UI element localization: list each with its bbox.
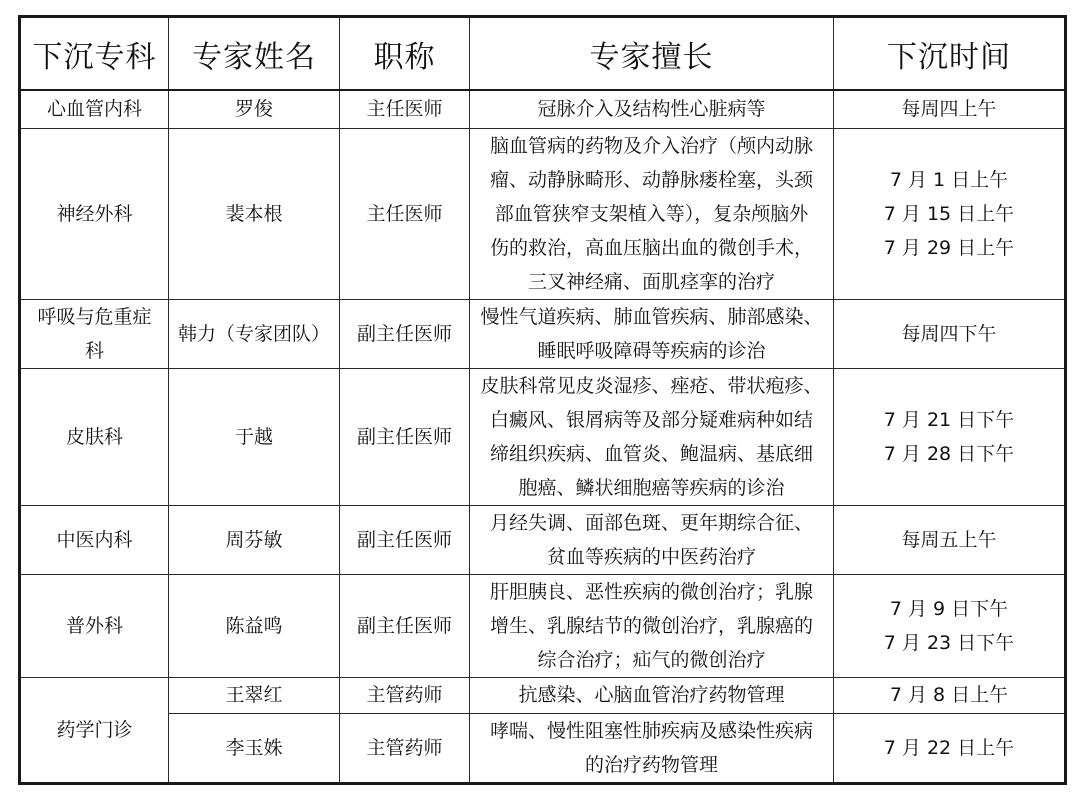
department-text: 中医内科 bbox=[56, 528, 133, 551]
schedule-time-cell bbox=[834, 368, 1066, 505]
department-text: 心血管内科 bbox=[46, 98, 142, 121]
specialty-line: 胞癌、鳞状细胞癌等疾病的诊治 bbox=[518, 476, 785, 499]
department-cell bbox=[20, 90, 169, 128]
table-body bbox=[20, 90, 1066, 783]
specialty-cell bbox=[470, 299, 834, 368]
specialty-line: 睡眠呼吸障碍等疾病的诊治 bbox=[537, 339, 766, 362]
schedule-time-cell bbox=[834, 505, 1066, 574]
specialty-cell bbox=[470, 574, 834, 677]
header-row bbox=[20, 17, 1066, 91]
schedule-time-cell bbox=[834, 299, 1066, 368]
expert-schedule-table bbox=[18, 15, 1067, 785]
department-text: 皮肤科 bbox=[65, 425, 123, 448]
schedule-time-text: 7 月 15 日上午 bbox=[883, 202, 1015, 225]
specialty-cell bbox=[470, 677, 834, 713]
schedule-time-text: 7 月 28 日下午 bbox=[883, 442, 1015, 465]
department-text: 科 bbox=[84, 339, 104, 362]
specialty-cell bbox=[470, 90, 834, 128]
specialty-line: 肝胆胰良、恶性疾病的微创治疗；乳腺 bbox=[489, 580, 813, 603]
specialty-line: 哮喘、慢性阻塞性肺疾病及感染性疾病 bbox=[489, 719, 813, 742]
table-row bbox=[20, 505, 1066, 574]
specialty-cell bbox=[470, 713, 834, 783]
schedule-time-text: 7 月 23 日下午 bbox=[883, 631, 1015, 654]
department-text: 药学门诊 bbox=[56, 718, 133, 741]
header-title: 职称 bbox=[340, 17, 470, 91]
table-row bbox=[20, 677, 1066, 713]
schedule-time-text: 每周四上午 bbox=[901, 98, 997, 121]
expert-name-cell: 裴本根 bbox=[169, 128, 340, 299]
specialty-line: 贫血等疾病的中医药治疗 bbox=[546, 545, 756, 568]
specialty-line: 增生、乳腺结节的微创治疗，乳腺癌的 bbox=[489, 614, 813, 637]
expert-name-cell: 周芬敏 bbox=[169, 505, 340, 574]
expert-name-cell: 李玉姝 bbox=[169, 713, 340, 783]
specialty-line: 的治疗药物管理 bbox=[584, 753, 718, 776]
table-header bbox=[20, 17, 1066, 91]
title-cell: 副主任医师 bbox=[340, 505, 470, 574]
schedule-time-text: 7 月 29 日上午 bbox=[883, 236, 1015, 259]
header-expert-name: 专家姓名 bbox=[169, 17, 340, 91]
schedule-time-cell bbox=[834, 128, 1066, 299]
specialty-cell bbox=[470, 128, 834, 299]
header-department: 下沉专科 bbox=[20, 17, 169, 91]
schedule-time-text: 每周四下午 bbox=[901, 322, 997, 345]
specialty-line: 三叉神经痛、面肌痉挛的治疗 bbox=[527, 270, 775, 293]
schedule-time-cell bbox=[834, 677, 1066, 713]
specialty-line: 皮肤科常见皮炎湿疹、痤疮、带状疱疹、 bbox=[480, 374, 823, 397]
title-cell: 主管药师 bbox=[340, 677, 470, 713]
department-cell bbox=[20, 574, 169, 677]
department-cell bbox=[20, 368, 169, 505]
table-row bbox=[20, 90, 1066, 128]
table-row bbox=[20, 299, 1066, 368]
specialty-line: 部血管狭窄支架植入等），复杂颅脑外 bbox=[494, 202, 809, 225]
table-row bbox=[20, 574, 1066, 677]
department-cell bbox=[20, 677, 169, 783]
expert-name-cell: 罗俊 bbox=[169, 90, 340, 128]
expert-name-cell: 王翠红 bbox=[169, 677, 340, 713]
specialty-cell bbox=[470, 368, 834, 505]
header-specialty: 专家擅长 bbox=[470, 17, 834, 91]
schedule-time-text: 7 月 9 日下午 bbox=[889, 597, 1009, 620]
schedule-time-cell bbox=[834, 90, 1066, 128]
specialty-line: 月经失调、面部色斑、更年期综合征、 bbox=[489, 511, 813, 534]
schedule-time-text: 每周五上午 bbox=[901, 528, 997, 551]
specialty-line: 慢性气道疾病、肺血管疾病、肺部感染、 bbox=[480, 305, 823, 328]
specialty-line: 抗感染、心脑血管治疗药物管理 bbox=[518, 684, 785, 706]
title-cell: 主任医师 bbox=[340, 90, 470, 128]
department-text: 普外科 bbox=[65, 614, 123, 637]
table-row bbox=[20, 368, 1066, 505]
specialty-line: 白癜风、银屑病等及部分疑难病种如结 bbox=[489, 408, 813, 431]
schedule-time-text: 7 月 8 日上午 bbox=[889, 684, 1009, 706]
specialty-line: 综合治疗；疝气的微创治疗 bbox=[537, 648, 766, 671]
schedule-time-text: 7 月 21 日下午 bbox=[883, 408, 1015, 431]
table-row bbox=[20, 713, 1066, 783]
specialty-line: 伤的救治，高血压脑出血的微创手术， bbox=[489, 236, 813, 259]
department-cell bbox=[20, 505, 169, 574]
expert-name-cell: 于越 bbox=[169, 368, 340, 505]
table-row bbox=[20, 128, 1066, 299]
title-cell: 副主任医师 bbox=[340, 574, 470, 677]
specialty-line: 冠脉介入及结构性心脏病等 bbox=[537, 98, 766, 121]
specialty-line: 缔组织疾病、血管炎、鲍温病、基底细 bbox=[489, 442, 813, 465]
title-cell: 副主任医师 bbox=[340, 368, 470, 505]
department-cell bbox=[20, 128, 169, 299]
title-cell: 主管药师 bbox=[340, 713, 470, 783]
expert-name-cell: 韩力（专家团队） bbox=[169, 299, 340, 368]
schedule-time-text: 7 月 1 日上午 bbox=[889, 168, 1009, 191]
title-cell: 副主任医师 bbox=[340, 299, 470, 368]
specialty-cell bbox=[470, 505, 834, 574]
department-text: 神经外科 bbox=[56, 202, 133, 225]
schedule-time-text: 7 月 22 日上午 bbox=[883, 736, 1015, 759]
specialty-line: 瘤、动静脉畸形、动静脉瘘栓塞，头颈 bbox=[489, 168, 813, 191]
schedule-container bbox=[18, 15, 1067, 785]
specialty-line: 脑血管病的药物及介入治疗（颅内动脉 bbox=[489, 134, 813, 157]
schedule-time-cell bbox=[834, 574, 1066, 677]
department-cell bbox=[20, 299, 169, 368]
department-text: 呼吸与危重症 bbox=[37, 305, 152, 328]
header-schedule-time: 下沉时间 bbox=[834, 17, 1066, 91]
schedule-time-cell bbox=[834, 713, 1066, 783]
title-cell: 主任医师 bbox=[340, 128, 470, 299]
expert-name-cell: 陈益鸣 bbox=[169, 574, 340, 677]
